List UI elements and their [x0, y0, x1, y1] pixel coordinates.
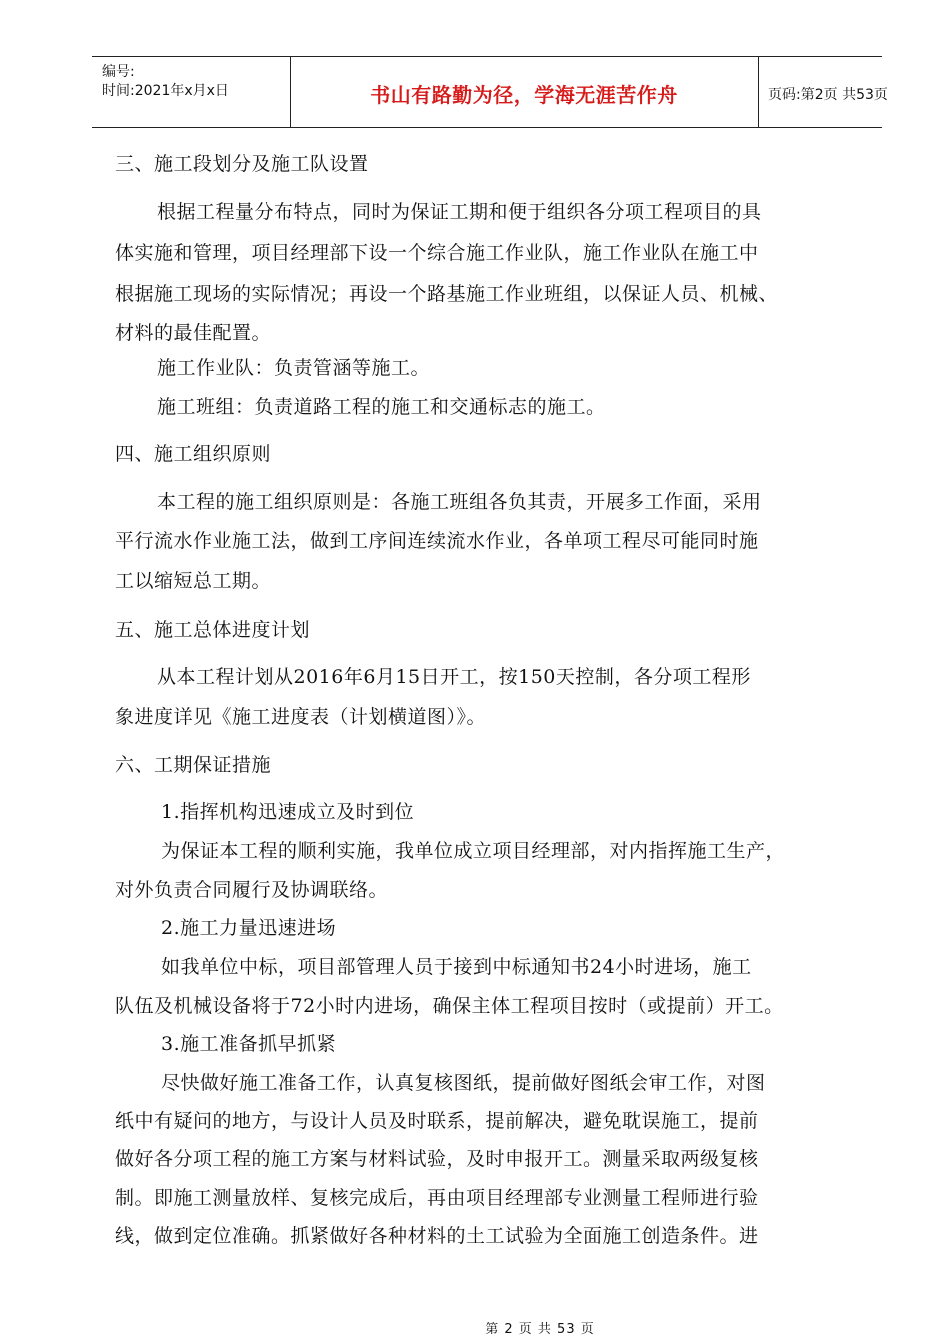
paragraph-line: 制。即施工测量放样、复核完成后，再由项目经理部专业测量工程师进行验	[115, 1187, 759, 1209]
section-heading-4: 四、施工组织原则	[115, 443, 272, 465]
section-heading-5: 五、施工总体进度计划	[115, 619, 311, 641]
paragraph-line: 从本工程计划从2016年6月15日开工，按150天控制，各分项工程形	[157, 666, 751, 688]
header-slogan-cell	[290, 57, 759, 127]
header-page-info: 页码:第2页 共53页	[768, 87, 888, 103]
paragraph-line: 做好各分项工程的施工方案与材料试验，及时申报开工。测量采取两级复核	[115, 1148, 759, 1170]
paragraph-line: 如我单位中标，项目部管理人员于接到中标通知书24小时进场，施工	[161, 956, 752, 978]
header-slogan: 书山有路勤为径，学海无涯苦作舟	[370, 83, 678, 107]
paragraph-line: 施工作业队：负责管涵等施工。	[157, 357, 431, 379]
paragraph-line: 为保证本工程的顺利实施，我单位成立项目经理部，对内指挥施工生产，	[161, 840, 786, 862]
paragraph-line: 本工程的施工组织原则是：各施工班组各负其责，开展多工作面，采用	[157, 491, 762, 513]
header-number-label: 编号:	[102, 64, 135, 80]
paragraph-line: 队伍及机械设备将于72小时内进场，确保主体工程项目按时（或提前）开工。	[115, 995, 784, 1017]
paragraph-line: 工以缩短总工期。	[115, 570, 272, 592]
page-footer	[0, 1318, 950, 1337]
footer-page-number: 第 2 页 共 53 页	[485, 1322, 595, 1337]
paragraph-line: 材料的最佳配置。	[115, 322, 272, 344]
paragraph-line: 纸中有疑问的地方，与设计人员及时联系，提前解决，避免耽误施工，提前	[115, 1110, 759, 1132]
paragraph-line: 根据工程量分布特点，同时为保证工期和便于组织各分项工程项目的具	[157, 201, 762, 223]
subsection-heading: 2.施工力量迅速进场	[161, 917, 337, 939]
section-heading-3: 三、施工段划分及施工队设置	[115, 153, 369, 175]
paragraph-line: 线，做到定位准确。抓紧做好各种材料的土工试验为全面施工创造条件。进	[115, 1225, 759, 1247]
paragraph-line: 尽快做好施工准备工作，认真复核图纸，提前做好图纸会审工作，对图	[161, 1072, 766, 1094]
paragraph-line: 根据施工现场的实际情况；再设一个路基施工作业班组，以保证人员、机械、	[115, 283, 779, 305]
document-header	[92, 56, 888, 128]
subsection-heading: 1.指挥机构迅速成立及时到位	[161, 801, 415, 823]
section-heading-6: 六、工期保证措施	[115, 754, 272, 776]
subsection-heading: 3.施工准备抓早抓紧	[161, 1033, 337, 1055]
paragraph-line: 平行流水作业施工法，做到工序间连续流水作业，各单项工程尽可能同时施	[115, 530, 759, 552]
paragraph-line: 施工班组：负责道路工程的施工和交通标志的施工。	[157, 396, 606, 418]
header-page-cell	[758, 57, 888, 127]
paragraph-line: 象进度详见《施工进度表（计划横道图）》。	[115, 706, 487, 728]
paragraph-line: 体实施和管理，项目经理部下设一个综合施工作业队，施工作业队在施工中	[115, 242, 759, 264]
paragraph-line: 对外负责合同履行及协调联络。	[115, 879, 389, 901]
header-time-label: 时间:2021年x月x日	[102, 83, 229, 99]
header-meta-cell	[92, 57, 291, 127]
